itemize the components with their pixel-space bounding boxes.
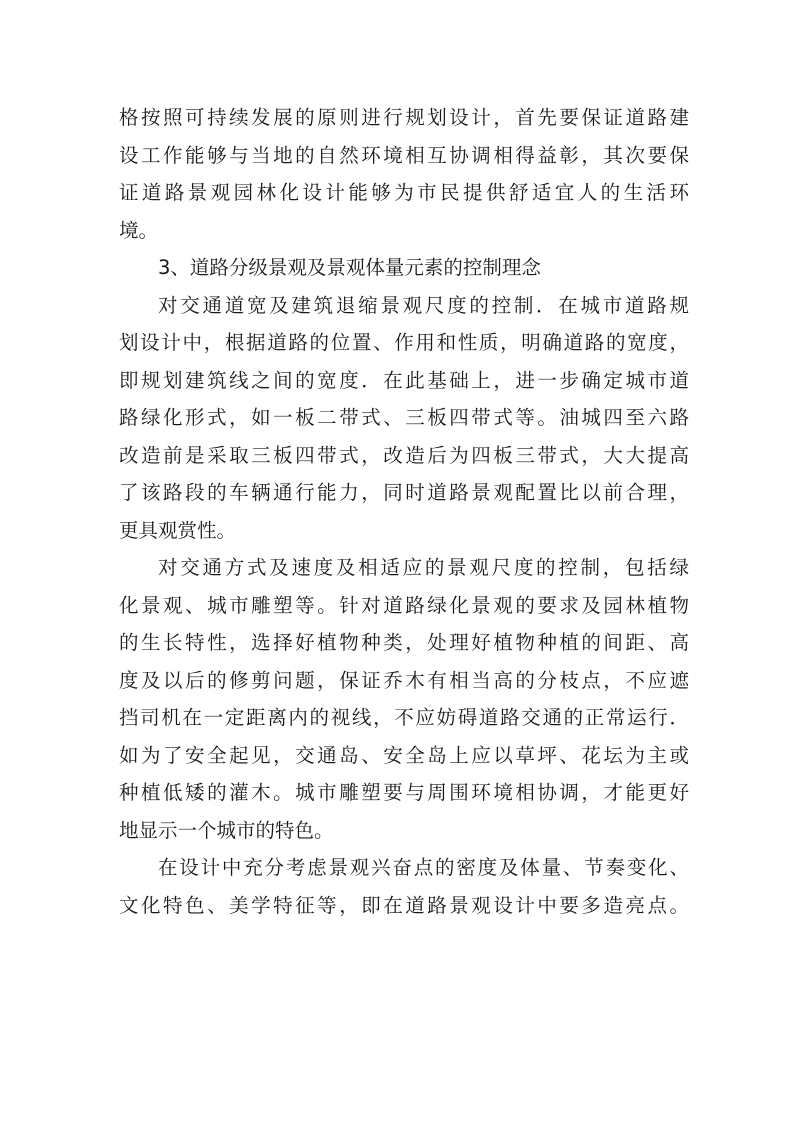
- paragraph-3: [119, 549, 689, 849]
- text-line: 设工作能够与当地的自然环境相互协调相得益彰，其次要保: [119, 143, 689, 167]
- text-line: 更具观赏性。: [119, 518, 237, 542]
- text-line: 即规划建筑线之间的宽度．在此基础上，进一步确定城市道: [119, 368, 689, 392]
- text-line: 挡司机在一定距离内的视线，不应妨碍道路交通的正常运行．: [119, 706, 689, 729]
- text-line: 的生长特性，选择好植物种类，处理好植物种植的间距、高: [119, 631, 689, 654]
- section-heading: [119, 249, 689, 287]
- body-text: [119, 99, 689, 924]
- paragraph-4: [119, 849, 689, 924]
- text-line: 对交通道宽及建筑退缩景观尺度的控制．在城市道路规: [158, 293, 689, 317]
- text-line: 种植低矮的灌木。城市雕塑要与周围环境相协调，才能更好: [119, 781, 689, 804]
- paragraph-2: [119, 287, 689, 550]
- text-line: 对交通方式及速度及相适应的景观尺度的控制，包括绿: [158, 556, 689, 579]
- text-line: 度及以后的修剪问题，保证乔木有相当高的分枝点，不应遮: [119, 668, 689, 692]
- text-line: 证道路景观园林化设计能够为市民提供舒适宜人的生活环: [119, 181, 689, 204]
- text-line: 改造前是采取三板四带式，改造后为四板三带式，大大提高: [119, 443, 689, 467]
- text-line: 在设计中充分考虑景观兴奋点的密度及体量、节奏变化、: [158, 856, 689, 879]
- text-line: 划设计中，根据道路的位置、作用和性质，明确道路的宽度，: [119, 331, 689, 354]
- paragraph-1: [119, 99, 689, 249]
- heading-line: 3、道路分级景观及景观体量元素的控制理念: [158, 256, 541, 279]
- text-line: 地显示一个城市的特色。: [119, 818, 334, 842]
- text-line: 路绿化形式，如一板二带式、三板四带式等。油城四至六路: [119, 406, 689, 429]
- text-line: 如为了安全起见，交通岛、安全岛上应以草坪、花坛为主或: [119, 743, 689, 767]
- text-line: 化景观、城市雕塑等。针对道路绿化景观的要求及园林植物: [119, 593, 689, 617]
- text-line: 文化特色、美学特征等，即在道路景观设计中要多造亮点。: [119, 893, 689, 917]
- text-line: 格按照可持续发展的原则进行规划设计，首先要保证道路建: [119, 106, 689, 129]
- text-line: 境。: [119, 218, 159, 242]
- text-line: 了该路段的车辆通行能力，同时道路景观配置比以前合理，: [119, 481, 689, 504]
